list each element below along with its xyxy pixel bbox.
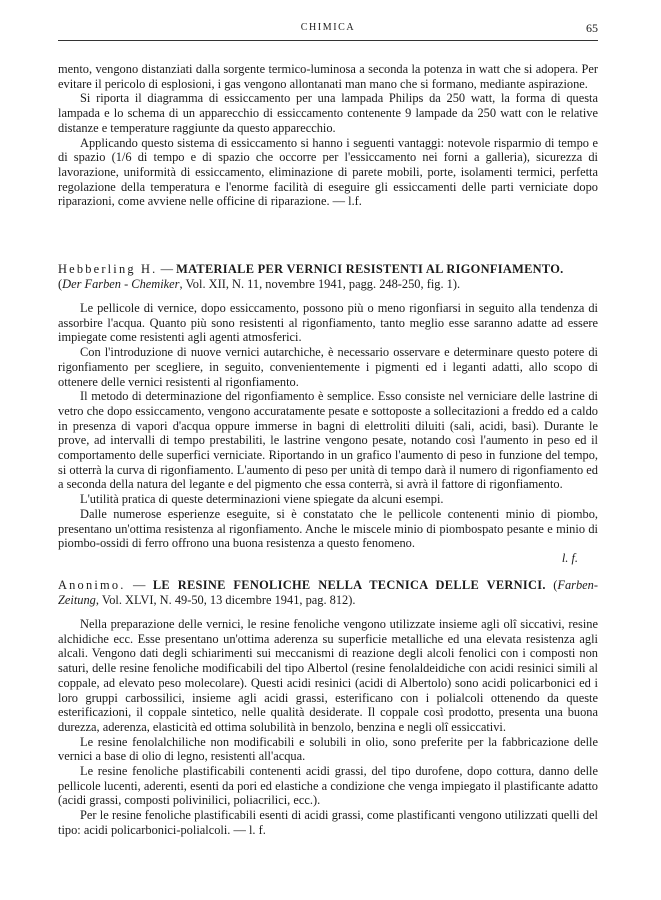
paragraph: Le resine fenolalchiliche non modificabili e solubili in olio, sono preferite per la fabbricazione delle vernici a base di olio di legno, resistenti all'acqua. bbox=[58, 734, 598, 764]
article-author: Anonimo. bbox=[58, 578, 126, 592]
continued-article bbox=[58, 62, 598, 209]
article-heading: Anonimo. — LE RESINE FENOLICHE NELLA TECNICA DELLE VERNICI. (Farben-Zeitung, Vol. XLVI, N. 49-50, 13 dicembre 1941, pag. 812). bbox=[58, 578, 598, 607]
journal-name: Der Farben - Chemiker bbox=[62, 277, 180, 291]
running-title: CHIMICA bbox=[300, 22, 356, 33]
heading-dash: — bbox=[125, 578, 153, 592]
paragraph: Dalle numerose esperienze eseguite, si è constatato che le pellicole contenenti minio di piombo, presentano un'ottima resistenza al rigonfiamento. Anche le miscele minio di piombospato pesante e minio di piombo-ossidi di ferro offrono una buona resistenza a questo fenomeno. bbox=[58, 506, 598, 551]
article-hebberling bbox=[58, 262, 598, 566]
header-rule bbox=[58, 40, 598, 41]
paragraph: Applicando questo sistema di essiccamento si hanno i seguenti vantaggi: notevole risparmio di tempo e di spazio (1/6 di tempo e di spazio che occorre per l'essiccamento nei forni a galleria), sicurezza di lavorazione, uniformità di essiccamento, eliminazione di parete mobili, porte, isolamenti termici, perfetta regolazione della temperatura e l'enorme facilità di eseguire gli essiccamenti delle parti verniciate dopo riparazioni, come avviene nelle officine di riparazione. — l.f. bbox=[58, 135, 598, 209]
journal-name: Farben-Zeitung bbox=[58, 578, 598, 607]
article-title: MATERIALE PER VERNICI RESISTENTI AL RIGONFIAMENTO. bbox=[176, 262, 564, 276]
article-anonimo bbox=[58, 578, 598, 838]
paragraph: Le resine fenoliche plastificabili contenenti acidi grassi, del tipo durofene, dopo cottura, danno delle pellicole lucenti, aderenti, esenti da pori ed elastiche a condizione che venga impiegato il plastificante adatto (acidi grassi, composti polivinilici, poliacrilici, ecc.). bbox=[58, 764, 598, 808]
paragraph: Con l'introduzione di nuove vernici autarchiche, è necessario osservare e determinare questo potere di rigonfiamento per scegliere, in seguito, convenientemente i pigmenti ed i leganti adatti, allo scopo di ottenere delle vernici resistenti al rigonfiamento. bbox=[58, 345, 598, 389]
paragraph: Nella preparazione delle vernici, le resine fenoliche vengono utilizzate insieme agli olî siccativi, resine alchidiche ecc. Esse presentano un'ottima aderenza su superficie metalliche ed una elevata resistenza agli alcali. Vengono dati degli schiarimenti sui meccanismi di reazione degli alcoli fenolici con i composti non saturi, delle resine fenoliche modificabili del tipo Albertol (resine fenolaldeidiche con acidi resinici simili al coppale, ad elevato peso molecolare). Questi acidi resinici (acidi di Albertolo) sono acidi policarbonici ed i loro gruppi carbossilici, insieme agli acidi grassi, esterificano con i polialcoli ottenendo da queste esterificazioni, il coppale sintetico, nelle qualità desiderate. Il coppale così prodotto, presenta una buona durezza, aderenza, elasticità ed ottima solubilità in benzolo, benzina e negli olî essiccativi. bbox=[58, 617, 598, 734]
heading-dash: — bbox=[157, 262, 177, 276]
article-title: LE RESINE FENOLICHE NELLA TECNICA DELLE VERNICI. bbox=[152, 578, 546, 592]
paragraph: Per le resine fenoliche plastificabili esenti di acidi grassi, come plastificanti vengono utilizzati quelli del tipo: acidi policarbonici-polialcoli. — l. f. bbox=[58, 808, 598, 837]
paragraph: Si riporta il diagramma di essiccamento per una lampada Philips da 250 watt, la forma di questa lampada e lo schema di un apparecchio di essiccamento contenente 9 lampade da 250 watt con le relative distanze e temperature raggiunte da questo apparecchio. bbox=[58, 91, 598, 135]
article-heading bbox=[58, 262, 598, 277]
paragraph: Le pellicole di vernice, dopo essiccamento, possono più o meno rigonfiarsi in seguito alla tendenza di assorbire l'acqua. Quanto più sono resistenti al rigonfiamento, tanto meglio esse saranno adatte ad essere impiegate come resistenti agli agenti atmosferici. bbox=[58, 301, 598, 345]
running-header bbox=[58, 22, 598, 38]
paragraph: L'utilità pratica di queste determinazioni viene spiegate da alcuni esempi. bbox=[80, 492, 444, 507]
article-author: Hebberling H. bbox=[58, 262, 158, 276]
paragraph: mento, vengono distanziati dalla sorgente termico-luminosa a seconda la potenza in watt che si adopera. Per evitare il pericolo di esplosioni, i gas vengono allontanati man mano che si formano, mediante aspirazione. bbox=[58, 62, 598, 91]
page-number: 65 bbox=[586, 21, 598, 35]
article-source: (Der Farben - Chemiker, Vol. XII, N. 11, novembre 1941, pagg. 248-250, fig. 1). bbox=[58, 277, 461, 291]
paragraph: Il metodo di determinazione del rigonfiamento è semplice. Esso consiste nel verniciare delle lastrine di vetro che dopo essiccamento, vengono accuratamente pesate e sottoposte a sollecitazioni a freddo ed a caldo in presenza di vapori d'acqua oppure immerse in bagni di elettroliti diluiti (sali, acidi, basi). Durante le prove, ad intervalli di tempo prestabiliti, le lastrine vengono pesate, notando così l'aumento in peso ed il comportamento delle superfici verniciate. Riportando in un grafico l'aumento di peso in funzione del tempo, si otterrà la curva di rigonfiamento. L'aumento di peso per unità di tempo darà il numero di rigonfiamento ed a seconda della natura del legante e del pigmento che essa conterrà, si avrà il fattore di rigonfiamento. bbox=[58, 389, 598, 492]
signature: l. f. bbox=[561, 550, 578, 565]
